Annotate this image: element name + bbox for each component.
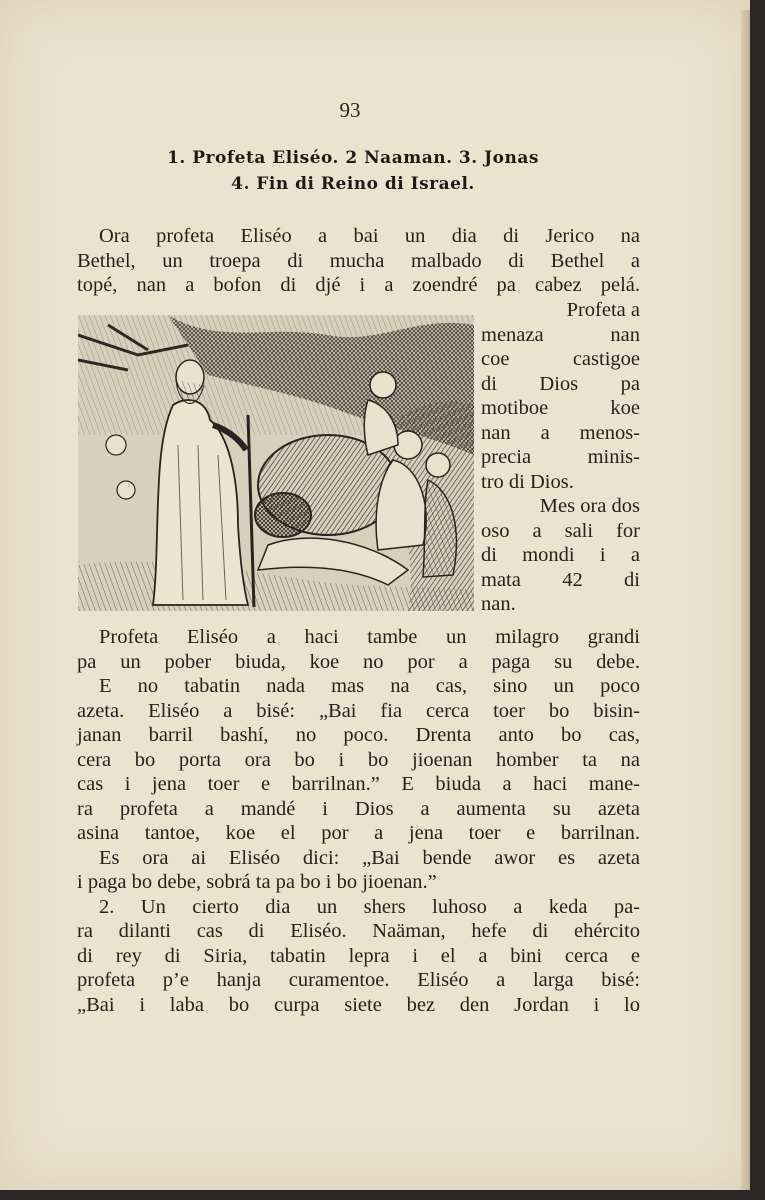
text-line: cera bo porta ora bo i bo jioenan homber ta na — [77, 748, 640, 771]
text-line: nan a menos- — [481, 421, 640, 444]
text-line: di mondi i a — [481, 544, 640, 566]
side-column-text — [481, 298, 640, 617]
text-line: coe castigoe — [481, 348, 640, 370]
text-line: ra profeta a mandé i Dios a aumenta su azeta — [77, 797, 640, 820]
illustration-caption-line-1: 1. Profeta Eliséo. 2 Naaman. 3. Jonas — [167, 148, 539, 168]
text-line: Profeta a — [566, 299, 640, 321]
text-line: nan. — [481, 593, 516, 615]
text-line: tro di Dios. — [481, 470, 574, 493]
text-line: Mes ora dos — [539, 495, 640, 517]
text-line: „Bai i laba bo curpa siete bez den Jordan i lo — [77, 993, 640, 1016]
text-line: profeta p’e hanja curamentoe. Eliséo a larga bisé: — [77, 969, 640, 991]
main-paragraphs — [77, 625, 640, 1017]
text-line: Bethel, un troepa di mucha malbado di Bethel a — [77, 249, 640, 272]
illustration-caption-line-2: 4. Fin di Reino di Israel. — [231, 174, 475, 194]
text-line: pa un pober biuda, koe no por a paga su debe. — [77, 650, 640, 673]
text-line: menaza nan — [481, 323, 640, 346]
text-line: di Dios pa — [481, 372, 640, 395]
text-line: mata 42 di — [481, 568, 640, 591]
engraving-illustration — [78, 315, 474, 611]
text-line: Ora profeta Eliséo a bai un dia di Jerico na — [99, 225, 640, 247]
text-line: precia minis- — [481, 446, 640, 468]
text-line: asina tantoe, koe el por a jena toer e barrilnan. — [77, 822, 640, 844]
text-line: janan barril bashí, no poco. Drenta anto bo cas, — [77, 724, 640, 746]
prophet-elisha-bears-engraving — [78, 315, 474, 611]
text-line: E no tabatin nada mas na cas, sino un poco — [99, 675, 640, 697]
text-line: topé, nan a bofon di djé i a zoendré pa cabez pelá. — [77, 274, 640, 296]
text-line: 2. Un cierto dia un shers luhoso a keda pa- — [99, 895, 640, 918]
text-line: i paga bo debe, sobrá ta pa bo i bo jioenan.” — [77, 871, 437, 893]
page-number: 93 — [339, 98, 361, 122]
text-line: Profeta Eliséo a haci tambe un milagro grandi — [99, 626, 640, 648]
text-line: ra dilanti cas di Eliséo. Naäman, hefe di ehército — [77, 920, 640, 942]
text-line: oso a sali for — [481, 519, 640, 542]
text-line: cas i jena toer e barrilnan.” E biuda a haci mane- — [77, 773, 640, 795]
text-line: Es ora ai Eliséo dici: „Bai bende awor es azeta — [99, 846, 640, 869]
page-edge — [741, 10, 750, 1190]
text-line: azeta. Eliséo a bisé: „Bai fia cerca toer bo bisin- — [77, 699, 640, 722]
text-line: motiboe koe — [481, 397, 640, 419]
text-line: di rey di Siria, tabatin lepra i el a bini cerca e — [77, 944, 640, 967]
intro-paragraph — [77, 224, 640, 298]
